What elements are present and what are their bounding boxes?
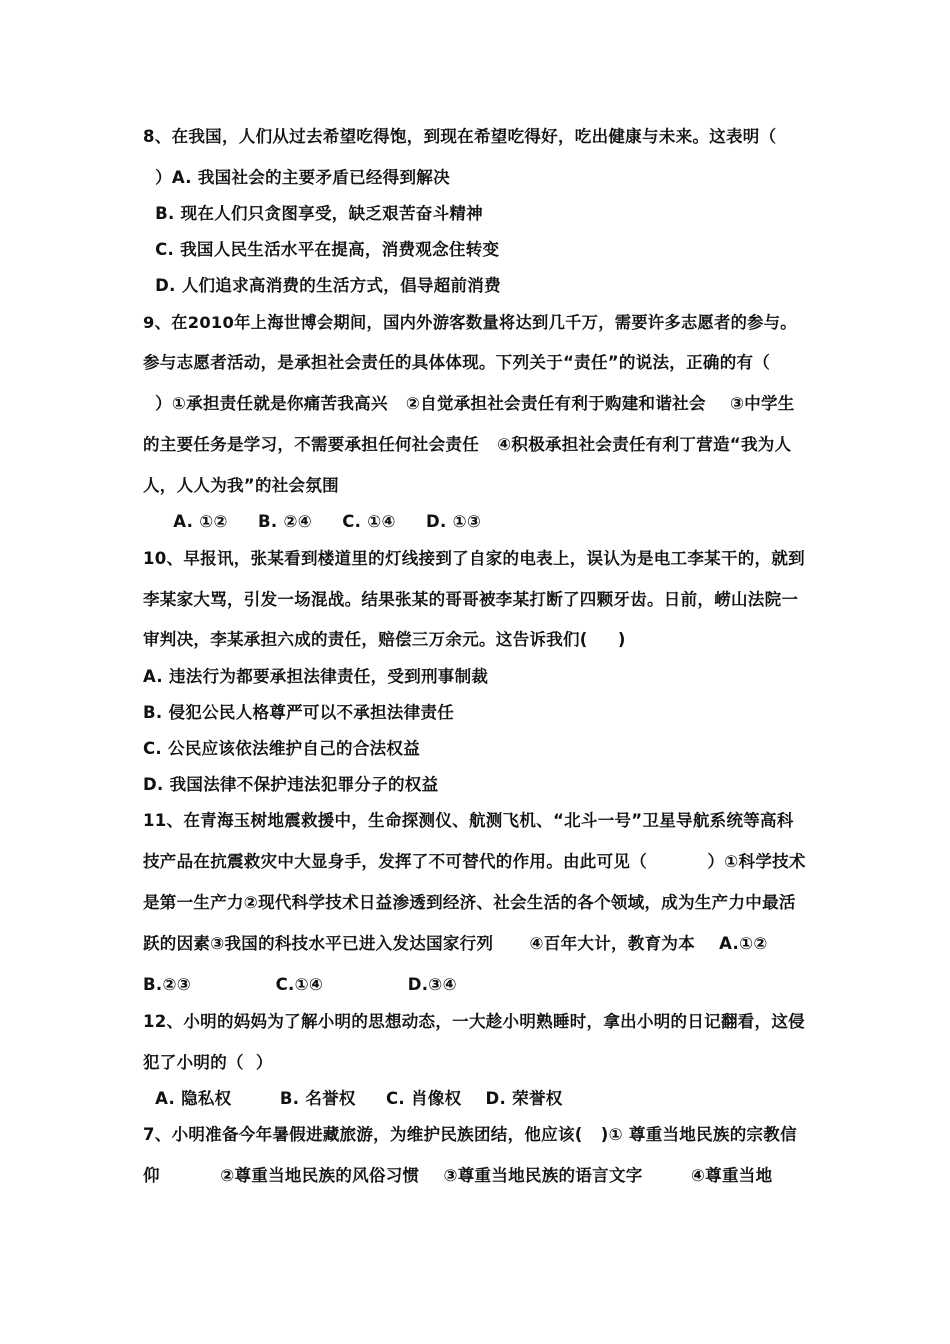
q12-options: A. 隐私权 B. 名誉权 C. 肖像权 D. 荣誉权 — [143, 1089, 563, 1108]
q8-stem: 8、在我国，人们从过去希望吃得饱，到现在希望吃得好，吃出健康与未来。这表明（ — [143, 127, 777, 146]
q10-stem-line2: 李某家大骂，引发一场混战。结果张某的哥哥被李某打断了四颗牙齿。日前，崂山法院一 — [143, 590, 799, 609]
q11-stem-line4: 跃的因素③我国的科技水平已进入发达国家行列 ④百年大计，教育为本 A.①② — [143, 934, 768, 953]
q11-options: B.②③ C.①④ D.③④ — [143, 975, 457, 994]
q9-stem-line5: 人，人人为我”的社会氛围 — [143, 476, 339, 495]
q8-option-d: D. 人们追求高消费的生活方式，倡导超前消费 — [143, 276, 501, 295]
q7-stem-line2: 仰 ②尊重当地民族的风俗习惯 ③尊重当地民族的语言文字 ④尊重当地 — [143, 1166, 773, 1185]
q11-stem-line3: 是第一生产力②现代科学技术日益渗透到经济、社会生活的各个领域，成为生产力中最活 — [143, 893, 796, 912]
q12-stem-line2: 犯了小明的（ ） — [143, 1053, 273, 1072]
q8-option-c: C. 我国人民生活水平在提高，消费观念住转变 — [143, 240, 500, 259]
q11-stem-line1: 11、在青海玉树地震救援中，生命探测仪、航测飞机、“北斗一号”卫星导航系统等高科 — [143, 811, 794, 830]
q9-stem-line1: 9、在2010年上海世博会期间，国内外游客数量将达到几千万，需要许多志愿者的参与。 — [143, 313, 797, 332]
q10-stem-line1: 10、早报讯，张某看到楼道里的灯线接到了自家的电表上，误认为是电工李某干的，就到 — [143, 549, 805, 568]
q10-stem-line3: 审判决，李某承担六成的责任，赔偿三万余元。这告诉我们( ) — [143, 630, 626, 649]
q9-stem-line4: 的主要任务是学习，不需要承担任何社会责任 ④积极承担社会责任有利丁营造“我为人 — [143, 435, 792, 454]
q9-stem-line3: ）①承担责任就是你痛苦我高兴 ②自觉承担社会责任有利于购建和谐社会 ③中学生 — [143, 394, 795, 413]
q10-option-d: D. 我国法律不保护违法犯罪分子的权益 — [143, 775, 439, 794]
q11-stem-line2: 技产品在抗震救灾中大显身手，发挥了不可替代的作用。由此可见（ ）①科学技术 — [143, 852, 806, 871]
q10-option-c: C. 公民应该依法维护自己的合法权益 — [143, 739, 421, 758]
q12-stem-line1: 12、小明的妈妈为了解小明的思想动态，一大趁小明熟睡时，拿出小明的日记翻看，这侵 — [143, 1012, 805, 1031]
q10-option-a: A. 违法行为都要承担法律责任，受到刑事制裁 — [143, 667, 489, 686]
q10-option-b: B. 侵犯公民人格尊严可以不承担法律责任 — [143, 703, 455, 722]
q7-stem-line1: 7、小明准备今年暑假进藏旅游，为维护民族团结，他应该( )① 尊重当地民族的宗教信 — [143, 1125, 797, 1144]
q8-option-a: ）A. 我国社会的主要矛盾已经得到解决 — [143, 168, 450, 187]
q9-options: A. ①② B. ②④ C. ①④ D. ①③ — [143, 512, 482, 531]
q8-option-b: B. 现在人们只贪图享受，缺乏艰苦奋斗精神 — [143, 204, 483, 223]
q9-stem-line2: 参与志愿者活动，是承担社会责任的具体体现。下列关于“责任”的说法，正确的有（ — [143, 353, 771, 372]
